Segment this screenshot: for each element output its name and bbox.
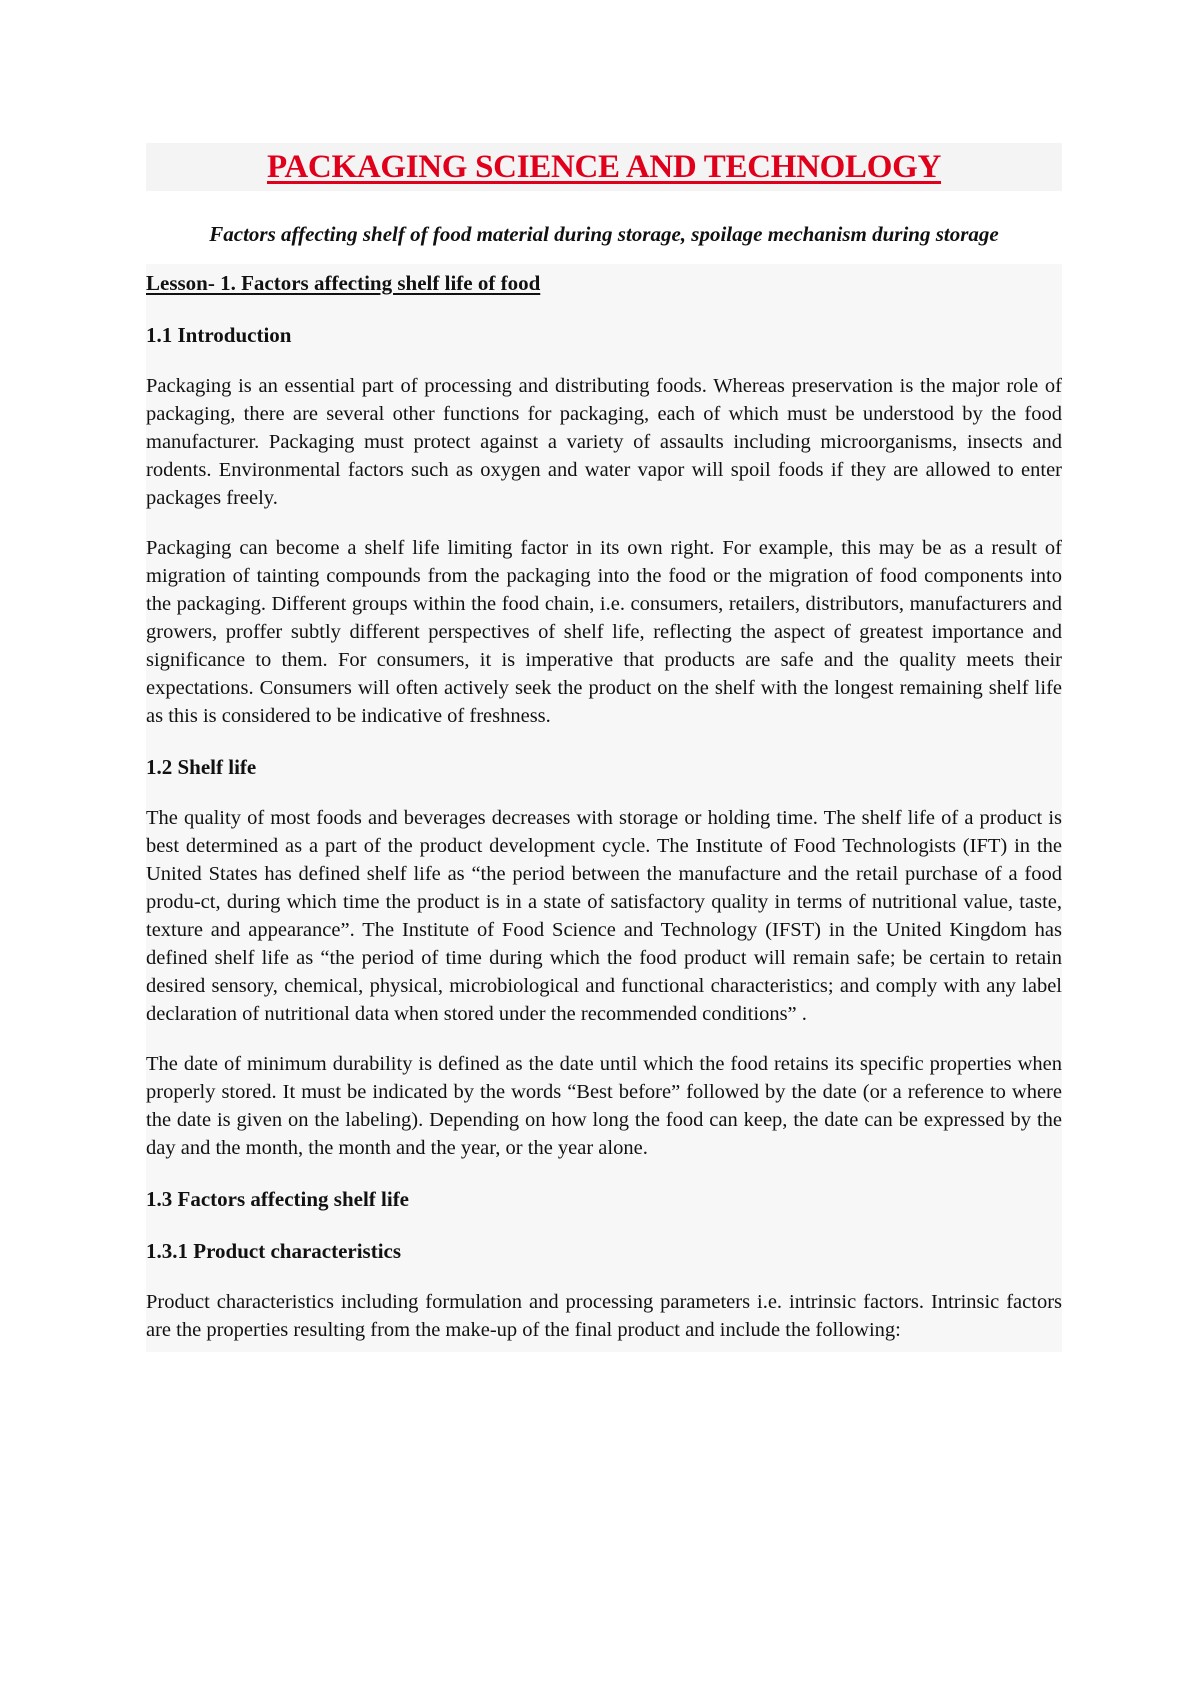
- content-body: [146, 264, 1062, 1352]
- section-heading-introduction: 1.1 Introduction: [146, 323, 292, 347]
- document-title: PACKAGING SCIENCE AND TECHNOLOGY: [266, 148, 942, 185]
- paragraph: Packaging is an essential part of processing and distributing foods. Whereas preservation is the major role of packaging, there are several other functions for packaging, each of which must be understood by the food manufacturer. Packaging must protect against a variety of assaults including microorganisms, insects and rodents. Environmental factors such as oxygen and water vapor will spoil foods if they are allowed to enter packages freely.: [146, 375, 1062, 509]
- paragraph: Product characteristics including formulation and processing parameters i.e. intrinsic factors. Intrinsic factors are the properties resulting from the make-up of the final product and include the following:: [146, 1291, 1062, 1341]
- lesson-heading: Lesson- 1. Factors affecting shelf life of food: [146, 271, 541, 295]
- title-band: [146, 143, 1062, 191]
- document-subtitle: Factors affecting shelf of food material during storage, spoilage mechanism during storage: [209, 222, 999, 246]
- section-heading-factors: 1.3 Factors affecting shelf life: [146, 1187, 410, 1211]
- document-page: [146, 143, 1062, 1352]
- paragraph: The date of minimum durability is defined as the date until which the food retains its specific properties when properly stored. It must be indicated by the words “Best before” followed by the date (or a reference to where the date is given on the labeling). Depending on how long the food can keep, the date can be expressed by the day and the month, the month and the year, or the year alone.: [146, 1053, 1062, 1159]
- section-heading-product-characteristics: 1.3.1 Product characteristics: [146, 1239, 402, 1263]
- section-heading-shelf-life: 1.2 Shelf life: [146, 755, 257, 779]
- paragraph: The quality of most foods and beverages decreases with storage or holding time. The shelf life of a product is best determined as a part of the product development cycle. The Institute of Food Technologists (IFT) in the United States has defined shelf life as “the period between the manufacture and the retail purchase of a food produ-ct, during which time the product is in a state of satisfactory quality in terms of nutritional value, taste, texture and appearance”. The Institute of Food Science and Technology (IFST) in the United Kingdom has defined shelf life as “the period of time during which the food product will remain safe; be certain to retain desired sensory, chemical, physical, microbiological and functional characteristics; and comply with any label declaration of nutritional data when stored under the recommended conditions” .: [146, 807, 1062, 1025]
- paragraph: Packaging can become a shelf life limiting factor in its own right. For example, this may be as a result of migration of tainting compounds from the packaging into the food or the migration of food components into the packaging. Different groups within the food chain, i.e. consumers, retailers, distributors, manufacturers and growers, proffer subtly different perspectives of shelf life, reflecting the aspect of greatest importance and significance to them. For consumers, it is imperative that products are safe and the quality meets their expectations. Consumers will often actively seek the product on the shelf with the longest remaining shelf life as this is considered to be indicative of freshness.: [146, 537, 1062, 727]
